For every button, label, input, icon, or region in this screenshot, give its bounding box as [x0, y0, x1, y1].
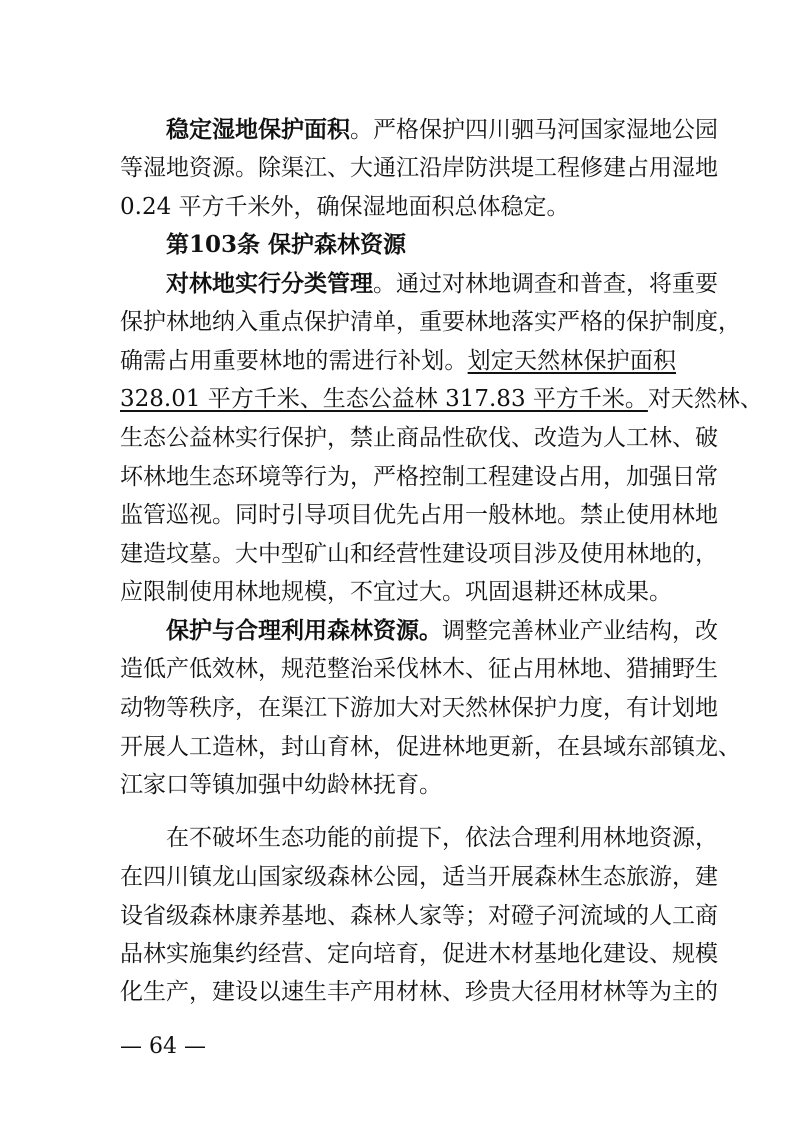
text-line	[120, 862, 718, 892]
body-text: 对天然林、	[647, 386, 763, 412]
body-text: 确需占用重要林地的需进行补划。	[120, 348, 468, 374]
text-line	[166, 230, 676, 260]
text-line	[166, 823, 718, 853]
bold-heading-text: 对林地实行分类管理	[166, 270, 373, 297]
bold-heading-text: 保护与合理利用森林资源。	[166, 617, 442, 644]
bold-heading-text: 第103条 保护森林资源	[166, 231, 407, 258]
body-text: 设省级森林康养基地、森林人家等；对磴子河流域的人工商	[120, 903, 718, 929]
text-line	[120, 462, 718, 492]
text-line	[166, 269, 718, 299]
text-line	[120, 577, 676, 607]
body-text: 等湿地资源。除渠江、大通江沿岸防洪堤工程修建占用湿地	[120, 155, 718, 181]
text-line	[120, 539, 718, 569]
underlined-text: 划定天然林保护面积	[467, 348, 677, 374]
body-text: 动物等秩序，在渠江下游加大对天然林保护力度，有计划地	[120, 695, 718, 721]
body-text: 江家口等镇加强中幼龄林抚育。	[120, 772, 442, 798]
body-text: 品林实施集约经营、定向培育，促进木材基地化建设、规模	[120, 941, 718, 967]
text-line	[166, 616, 718, 646]
text-line	[120, 939, 718, 969]
text-line	[120, 192, 676, 222]
text-line	[120, 977, 718, 1007]
body-text: 建造坟墓。大中型矿山和经营性建设项目涉及使用林地的，	[120, 541, 718, 567]
text-line	[166, 115, 718, 145]
body-text: 0.24 平方千米外，确保湿地面积总体稳定。	[120, 194, 570, 220]
body-text: 监管巡视。同时引导项目优先占用一般林地。禁止使用林地	[120, 502, 718, 528]
text-line	[120, 654, 718, 684]
body-text: 坏林地生态环境等行为，严格控制工程建设占用，加强日常	[120, 464, 718, 490]
text-line	[120, 732, 741, 762]
body-text: 在不破坏生态功能的前提下，依法合理利用林地资源，	[166, 825, 718, 851]
text-line	[120, 500, 718, 530]
text-line	[120, 307, 741, 337]
bold-heading-text: 稳定湿地保护面积	[166, 116, 350, 143]
text-line	[120, 384, 763, 414]
underlined-text: 328.01 平方千米、生态公益林 317.83 平方千米。	[120, 386, 648, 412]
body-text: 化生产，建设以速生丰产用材林、珍贵大径用材林等为主的	[120, 979, 718, 1005]
text-line	[120, 346, 676, 376]
text-line	[120, 153, 718, 183]
body-text: 在四川镇龙山国家级森林公园，适当开展森林生态旅游，建	[120, 864, 718, 890]
text-line	[120, 423, 718, 453]
body-text: 造低产低效林，规范整治采伐林木、征占用林地、猎捕野生	[120, 656, 718, 682]
page-number: — 64 —	[120, 1034, 206, 1059]
body-text: 应限制使用林地规模，不宜过大。巩固退耕还林成果。	[120, 579, 672, 605]
text-line	[120, 770, 676, 800]
text-line	[120, 901, 718, 931]
body-text: 生态公益林实行保护，禁止商品性砍伐、改造为人工林、破	[120, 425, 718, 451]
body-text: 。通过对林地调查和普查，将重要	[373, 271, 718, 297]
text-line	[120, 693, 718, 723]
body-text: 开展人工造林，封山育林，促进林地更新，在县域东部镇龙、	[120, 734, 741, 760]
body-text: 保护林地纳入重点保护清单，重要林地落实严格的保护制度，	[120, 309, 741, 335]
body-text: 调整完善林业产业结构，改	[442, 618, 718, 644]
body-text: 。严格保护四川驷马河国家湿地公园	[350, 117, 718, 143]
